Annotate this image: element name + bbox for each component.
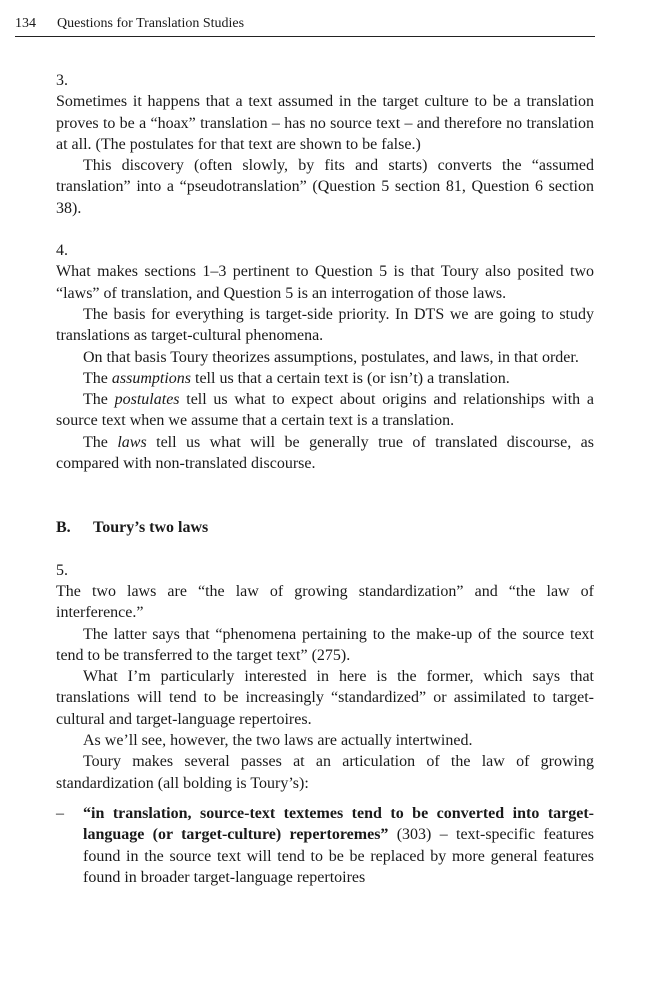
section-heading [56,517,594,538]
paragraph: Sometimes it happens that a text assumed in the target culture to be a translation proves to be a “hoax” translation – has no source text – and therefore no translation at all. (The postulates for that text are shown to be false.) [56,93,594,153]
paragraph: The basis for everything is target-side priority. In DTS we are going to study translations as target-cultural phenomena. [56,305,594,345]
list-item: – “in translation, source-text textemes tend to be converted into target-language (or target-culture) repertoremes” (303) – text-specific features found in the source text will tend to be be replaced by more general features found in broader target-language repertoires [56,804,595,886]
paragraph: As we’ll see, however, the two laws are actually intertwined. [83,732,473,750]
bold-quote: “in translation, source-text textemes tend to be converted into target-language (or target-culture) repertoremes” [83,804,594,844]
page-number: 134 [15,16,36,31]
section-number-5: 5. [56,561,68,579]
paragraph: On that basis Toury theorizes assumptions, postulates, and laws, in that order. [83,348,579,366]
list-dash: – [56,804,64,822]
page-body [56,70,594,888]
paragraph: The two laws are “the law of growing standardization” and “the law of interference.” [56,582,594,622]
section-number-4: 4. [56,242,68,260]
section-number-3: 3. [56,72,68,89]
emphasis: laws [117,433,147,451]
running-header [15,14,595,37]
section-title: Toury’s two laws [93,519,209,537]
paragraph: What makes sections 1–3 pertinent to Question 5 is that Toury also posited two “laws” of translation, and Question 5 is an interrogation of those laws. [56,263,594,302]
emphasis: postulates [114,391,180,409]
paragraph: Toury makes several passes at an articulation of the law of growing standardization (all bolding is Toury’s): [56,753,594,792]
paragraph: The assumptions tell us that a certain text is (or isn’t) a translation. [83,369,510,387]
paragraph: What I’m particularly interested in here is the former, which says that translations will tend to be increasingly “standardized” or assimilated to target-cultural and target-language repertoires. [56,668,594,728]
paragraph: The postulates tell us what to expect about origins and relationships with a source text when we assume that a certain text is a translation. [56,391,595,430]
section-letter: B. [56,519,71,537]
running-title: Questions for Translation Studies [57,16,245,31]
paragraph: The laws tell us what will be generally true of translated discourse, as compared with non-translated discourse. [56,433,595,473]
paragraph: The latter says that “phenomena pertaining to the make-up of the source text tend to be transferred to the target text” (275). [56,625,594,664]
emphasis: assumptions [111,369,191,387]
paragraph: This discovery (often slowly, by fits and starts) converts the “assumed translation” into a “pseudotranslation” (Question 5 section 81, Question 6 section 38). [56,157,594,217]
